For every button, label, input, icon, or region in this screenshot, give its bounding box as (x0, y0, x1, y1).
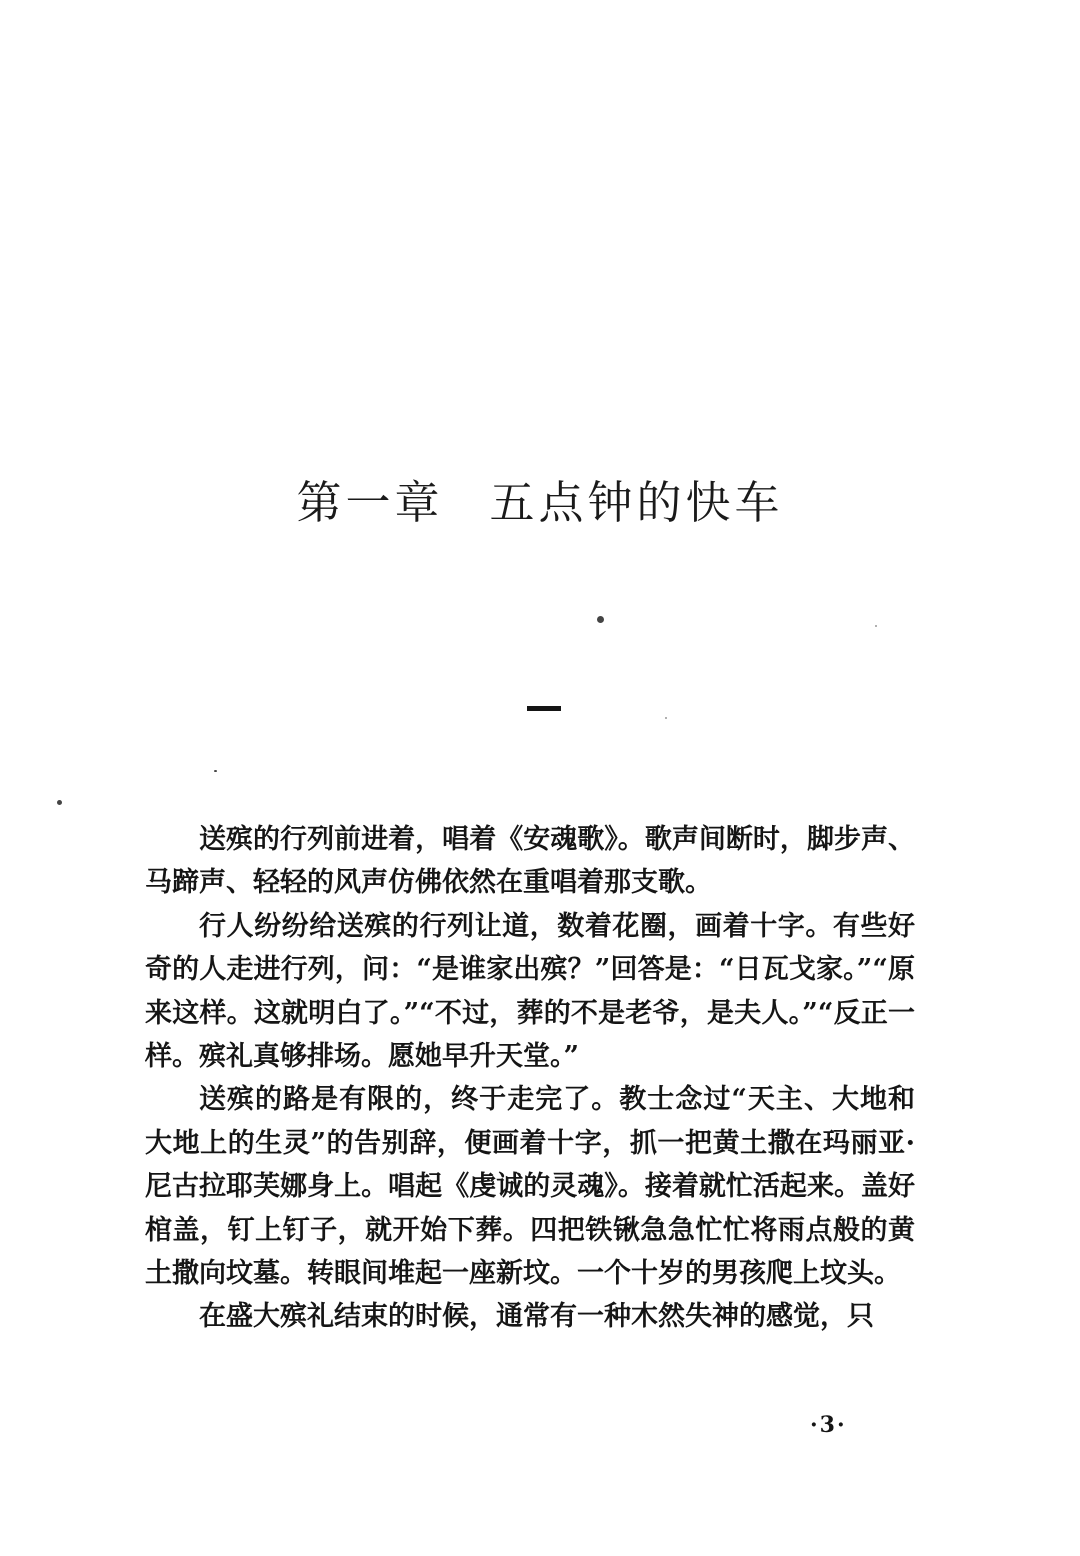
body-text (145, 818, 915, 1339)
paragraph-3: 送殡的路是有限的，终于走完了。教士念过“天主、大地和大地上的生灵”的告别辞，便画着十字，抓一把黄土撒在玛丽亚·尼古拉耶芙娜身上。唱起《虔诚的灵魂》。接着就忙活起来。盖好棺盖，钉上钉子，就开始下葬。四把铁锹急急忙忙将雨点般的黄土撒向坟墓。转眼间堆起一座新坟。一个十岁的男孩爬上坟头。 (145, 1084, 915, 1290)
scan-speck (597, 616, 604, 623)
scan-speck (665, 717, 667, 719)
paragraph-2: 行人纷纷给送殡的行列让道，数着花圈，画着十字。有些好奇的人走进行列，问：“是谁家出殡？”回答是：“日瓦戈家。”“原来这样。这就明白了。”“不过，葬的不是老爷，是夫人。”“反正一样。殡礼真够排场。愿她早升天堂。” (145, 910, 915, 1073)
scan-speck (57, 800, 62, 805)
chapter-title (0, 466, 1080, 531)
section-number (527, 706, 561, 711)
paragraph-1: 送殡的行列前进着，唱着《安魂歌》。歌声间断时，脚步声、马蹄声、轻轻的风声仿佛依然在重唱着那支歌。 (145, 824, 915, 899)
paragraph-4: 在盛大殡礼结束的时候，通常有一种木然失神的感觉，只 (199, 1301, 874, 1333)
page-number: ·3· (810, 1412, 847, 1438)
chapter-label: 第一章 (296, 476, 444, 529)
chapter-name: 五点钟的快车 (489, 476, 784, 529)
scan-speck (875, 625, 877, 627)
scan-speck (214, 770, 217, 772)
